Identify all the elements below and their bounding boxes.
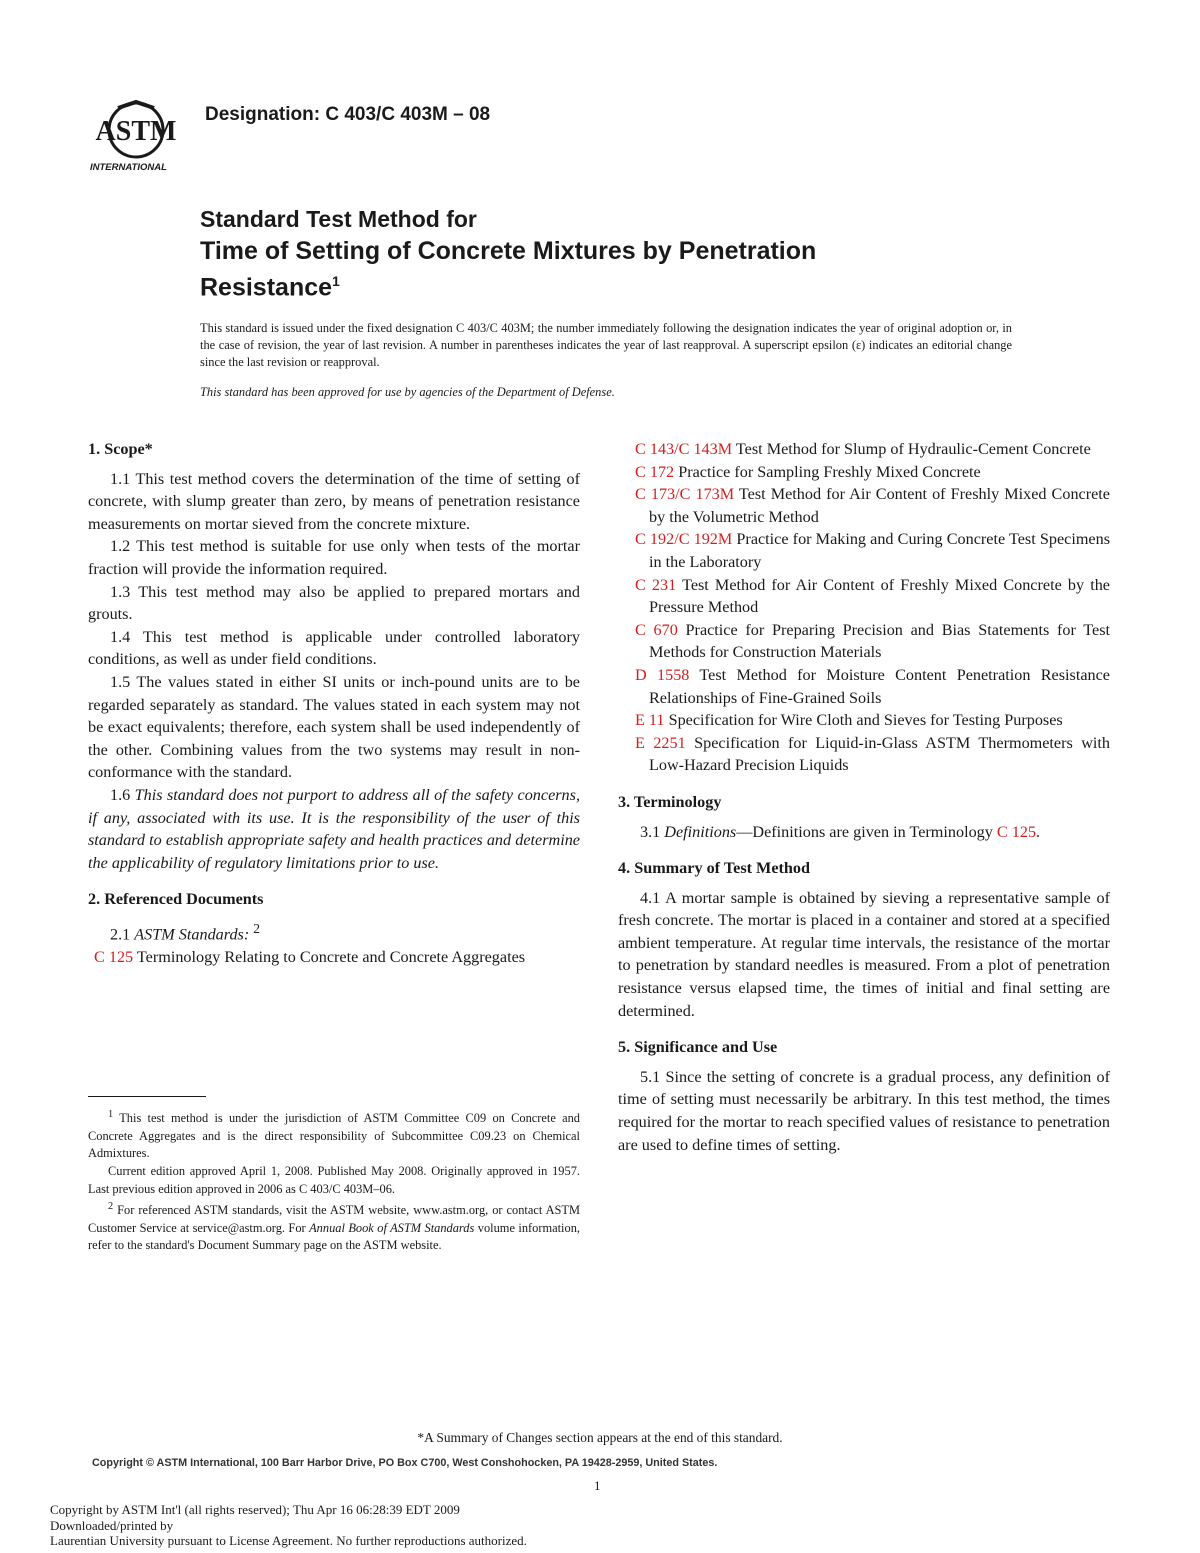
footnotes <box>88 1106 580 1255</box>
ref-item <box>618 619 1110 664</box>
astm-standards-label: ASTM Standards: <box>134 925 250 944</box>
footnote-ref-2: 2 <box>253 920 261 936</box>
ref-link[interactable]: C 173/C 173M <box>635 485 735 504</box>
section-heading-scope: 1. Scope* <box>88 440 153 458</box>
ref-text: Specification for Wire Cloth and Sieves for Testing Purposes <box>668 711 1063 730</box>
paragraph-1-6-text: This standard does not purport to address all of the safety concerns, if any, associated with its use. It is the responsibility of the user of this standard to establish appropriate safety and health practices and determine the applicability of regulatory limitations prior to use. <box>88 785 580 872</box>
paragraph-1-1: 1.1 This test method covers the determination of the time of setting of concrete, with slump greater than zero, by means of penetration resistance measurements on mortar sieved from the concrete mixture. <box>88 469 580 533</box>
paragraph-1-2: 1.2 This test method is suitable for use only when tests of the mortar fraction will provide the information required. <box>88 537 580 578</box>
paragraph-2-1 <box>88 918 580 946</box>
ref-link[interactable]: C 231 <box>635 575 677 594</box>
paragraph-1-6-num: 1.6 <box>110 785 131 804</box>
ref-text: Specification for Liquid-in-Glass ASTM Thermometers with Low-Hazard Precision Liquids <box>649 733 1111 775</box>
summary-of-changes-note: *A Summary of Changes section appears at the end of this standard. <box>417 1430 783 1445</box>
ref-text: Test Method for Air Content of Freshly Mixed Concrete by the Pressure Method <box>649 575 1110 617</box>
ref-item <box>618 664 1110 709</box>
ref-item <box>618 438 1110 461</box>
ref-link[interactable]: D 1558 <box>635 665 690 684</box>
paragraph-3-1-num: 3.1 <box>640 822 661 841</box>
definitions-text: —Definitions are given in Terminology <box>736 822 993 841</box>
definitions-end: . <box>1036 822 1041 841</box>
logo-subtext: INTERNATIONAL <box>90 162 167 173</box>
ref-text: Practice for Sampling Freshly Mixed Concrete <box>678 462 981 481</box>
section-heading-referenced: 2. Referenced Documents <box>88 890 264 909</box>
copyright-line: Copyright © ASTM International, 100 Barr Harbor Drive, PO Box C700, West Conshohocken, PA 19428-2959, United States. <box>92 1457 718 1469</box>
definitions-term: Definitions <box>664 822 737 841</box>
section-heading-terminology: 3. Terminology <box>618 792 722 811</box>
ref-item <box>618 574 1110 619</box>
footnote-divider <box>88 1096 206 1097</box>
paragraph-1-5: 1.5 The values stated in either SI units or inch-pound units are to be regarded separately as standard. The values stated in each system may not be exact equivalents; therefore, each system shall be used independently of the other. Combining values from the two systems may result in non-conformance with the standard. <box>88 672 580 782</box>
ref-link[interactable]: C 172 <box>635 462 675 481</box>
title-line1: Standard Test Method for <box>200 206 477 232</box>
ref-link[interactable]: C 670 <box>635 620 678 639</box>
ref-link[interactable]: C 192/C 192M <box>635 530 733 549</box>
ref-text: Practice for Making and Curing Concrete Test Specimens in the Laboratory <box>649 530 1110 571</box>
astm-logo <box>88 100 188 174</box>
ref-link[interactable]: C 143/C 143M <box>635 440 733 458</box>
ref-item <box>618 528 1110 573</box>
footnote-2-text-b: volume information, refer to the standard's Document Summary page on the ASTM website. <box>88 1220 580 1253</box>
ref-item <box>618 709 1110 732</box>
ref-text: Test Method for Air Content of Freshly Mixed Concrete by the Volumetric Method <box>649 485 1110 526</box>
designation: Designation: C 403/C 403M – 08 <box>205 104 491 125</box>
footnote-1 <box>88 1106 580 1163</box>
ref-item <box>88 946 580 969</box>
paragraph-4-1: 4.1 A mortar sample is obtained by sieving a representative sample of fresh concrete. The mortar is placed in a container and stored at a specified ambient temperature. At regular time intervals, the resistance of the mortar to penetration by standard needles is measured. From a plot of penetration resistance versus elapsed time, the times of initial and final setting are determined. <box>618 888 1110 1020</box>
ref-item <box>618 461 1110 484</box>
terminology-ref-link[interactable]: C 125 <box>996 822 1037 841</box>
ref-link[interactable]: E 2251 <box>635 733 686 752</box>
ref-link[interactable]: E 11 <box>635 711 665 730</box>
ref-text: Terminology Relating to Concrete and Concrete Aggregates <box>136 947 526 966</box>
ref-link[interactable]: C 125 <box>94 947 134 966</box>
section-heading-summary: 4. Summary of Test Method <box>618 859 811 878</box>
left-column <box>88 438 580 968</box>
download-line-1: Copyright by ASTM Int'l (all rights reserved); Thu Apr 16 06:28:39 EDT 2009 <box>50 1502 460 1517</box>
footnote-1-marker: 1 <box>108 1109 114 1120</box>
footnote-2-text-a: For referenced ASTM standards, visit the ASTM website, www.astm.org, or contact ASTM Customer Service at service@astm.org. For <box>88 1203 580 1235</box>
paragraph-3-1 <box>618 821 1110 844</box>
astm-logo-icon <box>88 100 188 174</box>
paragraph-2-1-num: 2.1 <box>110 925 131 944</box>
footnote-1-text: This test method is under the jurisdiction of ASTM Committee C09 on Concrete and Concrete Aggregates and is the direct responsibility of Subcommittee C09.23 on Chemical Admixtures. <box>88 1111 581 1161</box>
annual-book-title: Annual Book of ASTM Standards <box>309 1220 475 1235</box>
ref-item <box>618 483 1110 528</box>
download-line-2: Downloaded/printed by <box>50 1517 174 1533</box>
title-footnote-ref: 1 <box>332 273 340 289</box>
issued-note: This standard is issued under the fixed designation C 403/C 403M; the number immediately following the designation indicates the year of original adoption or, in the case of revision, the year of last revision. A number in parentheses indicates the year of last reapproval. A superscript epsilon (ε) indicates an editorial change since the last revision or reapproval. <box>200 321 1012 369</box>
title-line2 <box>200 236 920 302</box>
page-number: 1 <box>594 1478 601 1493</box>
logo-text: ASTM <box>95 116 177 147</box>
download-line-3: Laurentian University pursuant to License Agreement. No further reproductions authorized. <box>50 1533 527 1548</box>
section-heading-significance: 5. Significance and Use <box>618 1038 778 1057</box>
title-text: Time of Setting of Concrete Mixtures by Penetration Resistance <box>200 237 817 302</box>
footnote-1b: Current edition approved April 1, 2008. Published May 2008. Originally approved in 1957. Last previous edition approved in 2006 as C 403/C 403M–06. <box>88 1163 580 1196</box>
paragraph-1-3: 1.3 This test method may also be applied to prepared mortars and grouts. <box>88 582 580 624</box>
paragraph-1-4: 1.4 This test method is applicable under controlled laboratory conditions, as well as under field conditions. <box>88 627 580 669</box>
paragraph-1-6 <box>88 784 580 874</box>
paragraph-5-1: 5.1 Since the setting of concrete is a gradual process, any definition of time of setting must necessarily be arbitrary. In this test method, the times required for the mortar to reach specified values of resistance to penetration are used to define times of setting. <box>618 1067 1110 1154</box>
download-notice <box>50 1502 527 1549</box>
dod-note: This standard has been approved for use by agencies of the Department of Defense. <box>200 385 615 399</box>
footnote-2-marker: 2 <box>108 1201 114 1213</box>
footnote-2 <box>88 1198 580 1255</box>
ref-text: Practice for Preparing Precision and Bias Statements for Test Methods for Construction Materials <box>649 620 1111 662</box>
ref-item <box>618 732 1110 777</box>
ref-text: Test Method for Moisture Content Penetration Resistance Relationships of Fine-Grained Soils <box>649 665 1110 707</box>
right-column <box>618 438 1110 1156</box>
ref-text: Test Method for Slump of Hydraulic-Cement Concrete <box>735 440 1091 458</box>
